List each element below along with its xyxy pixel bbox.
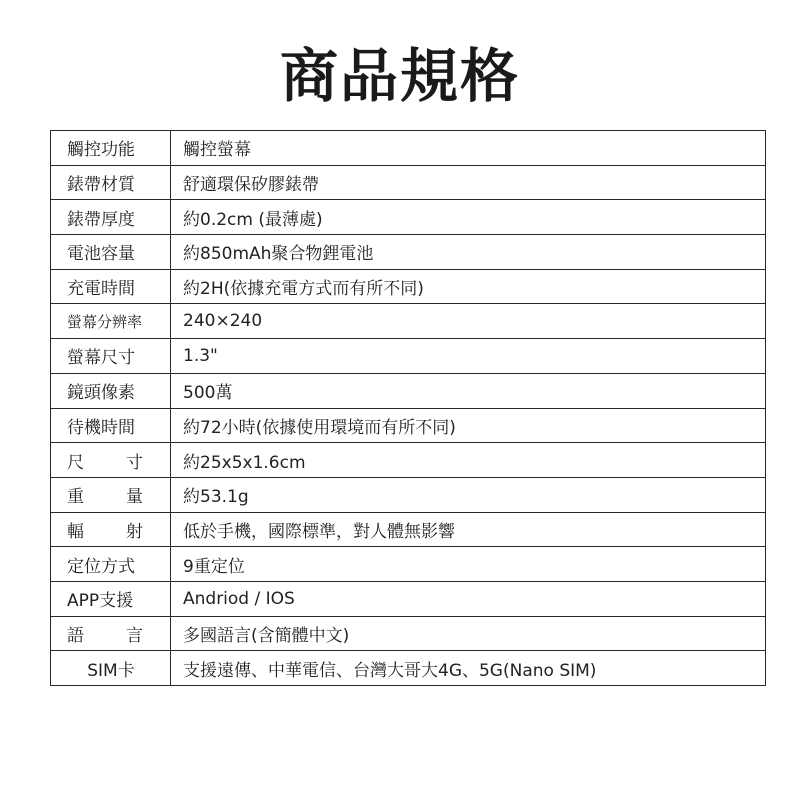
table-row bbox=[51, 443, 766, 478]
spec-label bbox=[51, 200, 171, 235]
table-row bbox=[51, 616, 766, 651]
spec-label-text: 錶帶材質 bbox=[67, 175, 135, 196]
spec-label-text: 充電時間 bbox=[67, 279, 135, 300]
spec-label-text: 螢幕尺寸 bbox=[67, 348, 135, 369]
spec-label bbox=[51, 131, 171, 166]
spec-label bbox=[51, 443, 171, 478]
spec-label-text: 觸控功能 bbox=[67, 140, 135, 161]
table-row bbox=[51, 131, 766, 166]
spec-value: 多國語言(含簡體中文) bbox=[171, 616, 766, 651]
spec-label-text: 錶帶厚度 bbox=[67, 209, 135, 230]
table-row bbox=[51, 200, 766, 235]
spec-value: 支援遠傳、中華電信、台灣大哥大4G、5G(Nano SIM) bbox=[171, 651, 766, 686]
table-row bbox=[51, 304, 766, 339]
table-row bbox=[51, 477, 766, 512]
spec-value: 約72小時(依據使用環境而有所不同) bbox=[171, 408, 766, 443]
spec-label bbox=[51, 304, 171, 339]
spec-value: 約53.1g bbox=[171, 477, 766, 512]
spec-label bbox=[51, 616, 171, 651]
spec-label bbox=[51, 269, 171, 304]
spec-label-text: 定位方式 bbox=[67, 556, 135, 577]
spec-value: 240×240 bbox=[171, 304, 766, 339]
spec-label bbox=[51, 339, 171, 374]
table-row bbox=[51, 512, 766, 547]
spec-value: 舒適環保矽膠錶帶 bbox=[171, 165, 766, 200]
spec-label bbox=[51, 547, 171, 582]
spec-label-text: SIM卡 bbox=[87, 660, 135, 681]
spec-label bbox=[51, 581, 171, 616]
spec-value: 約2H(依據充電方式而有所不同) bbox=[171, 269, 766, 304]
spec-value: 500萬 bbox=[171, 373, 766, 408]
spec-value: 1.3" bbox=[171, 339, 766, 374]
spec-label-text: 鏡頭像素 bbox=[67, 383, 135, 404]
spec-label bbox=[51, 408, 171, 443]
table-row bbox=[51, 581, 766, 616]
table-row bbox=[51, 269, 766, 304]
spec-label-text: 電池容量 bbox=[67, 244, 135, 265]
spec-value: 低於手機，國際標準，對人體無影響 bbox=[171, 512, 766, 547]
spec-value: 約850mAh聚合物鋰電池 bbox=[171, 235, 766, 270]
spec-label bbox=[51, 235, 171, 270]
spec-label bbox=[51, 651, 171, 686]
spec-label bbox=[51, 477, 171, 512]
table-row bbox=[51, 373, 766, 408]
table-row bbox=[51, 651, 766, 686]
spec-label-text: 尺寸 bbox=[67, 452, 143, 473]
spec-label bbox=[51, 165, 171, 200]
page-title: 商品規格 bbox=[279, 42, 520, 110]
spec-value: 約0.2cm (最薄處) bbox=[171, 200, 766, 235]
spec-table bbox=[50, 130, 766, 686]
spec-label-text: 螢幕分辨率 bbox=[67, 312, 143, 331]
table-row bbox=[51, 339, 766, 374]
table-row bbox=[51, 235, 766, 270]
table-row bbox=[51, 547, 766, 582]
spec-label-text: 輻射 bbox=[67, 521, 143, 542]
spec-value: 9重定位 bbox=[171, 547, 766, 582]
table-row bbox=[51, 408, 766, 443]
spec-value: Andriod / IOS bbox=[171, 581, 766, 616]
spec-label-text: 待機時間 bbox=[67, 417, 135, 438]
spec-label-text: 語言 bbox=[67, 625, 143, 646]
spec-label bbox=[51, 373, 171, 408]
spec-value: 約25x5x1.6cm bbox=[171, 443, 766, 478]
spec-label-text: 重量 bbox=[67, 487, 143, 508]
spec-label bbox=[51, 512, 171, 547]
spec-value: 觸控螢幕 bbox=[171, 131, 766, 166]
table-row bbox=[51, 165, 766, 200]
spec-label-text: APP支援 bbox=[67, 591, 134, 612]
